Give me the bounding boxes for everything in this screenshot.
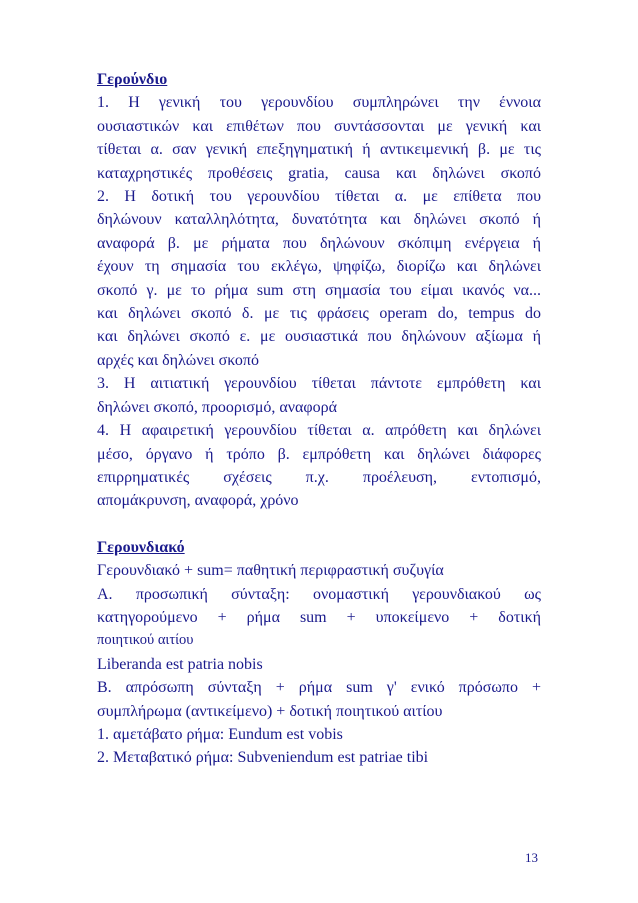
text-line: 1. Η γενική του γερουνδίου συμπληρώνει την έννοια — [97, 94, 541, 112]
text-line: κατηγορούμενο + ρήμα sum + υποκείμενο + δοτική — [97, 608, 541, 626]
text-line: αρχές και δηλώνει σκοπό — [97, 351, 259, 369]
section-title-gerund: Γερούνδιο — [97, 71, 168, 88]
text-line: και δηλώνει σκοπό ε. με ουσιαστικά που δηλώνουν αξίωμα ή — [97, 328, 541, 346]
text-line: 2. Μεταβατικό ρήμα: Subveniendum est patriae tibi — [97, 749, 429, 767]
text-line: απομάκρυνση, αναφορά, χρόνο — [97, 492, 299, 510]
text-line: 2. Η δοτική του γερουνδίου τίθεται α. με επίθετα που — [97, 188, 541, 206]
text-line: Γερουνδιακό + sum= παθητική περιφραστική συζυγία — [97, 562, 444, 580]
text-line: ουσιαστικών και επιθέτων που συντάσσονται με γενική και — [97, 117, 541, 135]
text-line: Α. προσωπική σύνταξη: ονομαστική γερουνδιακού ως — [97, 585, 541, 603]
text-line: Β. απρόσωπη σύνταξη + ρήμα sum γ' ενικό πρόσωπο + — [97, 679, 541, 697]
text-line: έχουν τη σημασία του εκλέγω, ψηφίζω, διορίζω και δηλώνει — [97, 258, 541, 276]
text-line: μέσο, όργανο ή τρόπο β. εμπρόθετη και δηλώνει διάφορες — [97, 445, 541, 463]
text-line: 4. Η αφαιρετική γερουνδίου τίθεται α. απρόθετη και δηλώνει — [97, 422, 541, 440]
section-spacer — [97, 513, 541, 536]
text-line: αναφορά β. με ρήματα που δηλώνουν σκόπιμη ενέργεια ή — [97, 234, 541, 252]
text-line: συμπλήρωμα (αντικείμενο) + δοτική ποιητικού αιτίου — [97, 702, 443, 720]
document-body — [97, 68, 541, 770]
text-line: δηλώνει σκοπό, προορισμό, αναφορά — [97, 398, 338, 416]
text-line: καταχρηστικές προθέσεις gratia, causa και δηλώνει σκοπό — [97, 164, 541, 182]
text-line: ποιητικού αιτίου — [97, 632, 194, 649]
section-title-gerundive: Γερουνδιακό — [97, 538, 185, 556]
text-line: δηλώνουν καταλληλότητα, δυνατότητα και δηλώνει σκοπό ή — [97, 211, 541, 229]
example-sentence: Liberanda est patria nobis — [97, 655, 263, 673]
text-line: τίθεται α. σαν γενική επεξηγηματική ή αντικειμενική β. με τις — [97, 141, 541, 159]
page-number: 13 — [525, 850, 538, 865]
text-line: 1. αμετάβατο ρήμα: Eundum est vobis — [97, 725, 343, 743]
text-line: και δηλώνει σκοπό δ. με τις φράσεις operam do, tempus do — [97, 305, 541, 323]
text-line: επιρρηματικές σχέσεις π.χ. προέλευση, εντοπισμό, — [97, 468, 541, 486]
text-line: σκοπό γ. με το ρήμα sum στη σημασία του είμαι ικανός να... — [97, 281, 541, 299]
text-line: 3. Η αιτιατική γερουνδίου τίθεται πάντοτε εμπρόθετη και — [97, 375, 541, 393]
